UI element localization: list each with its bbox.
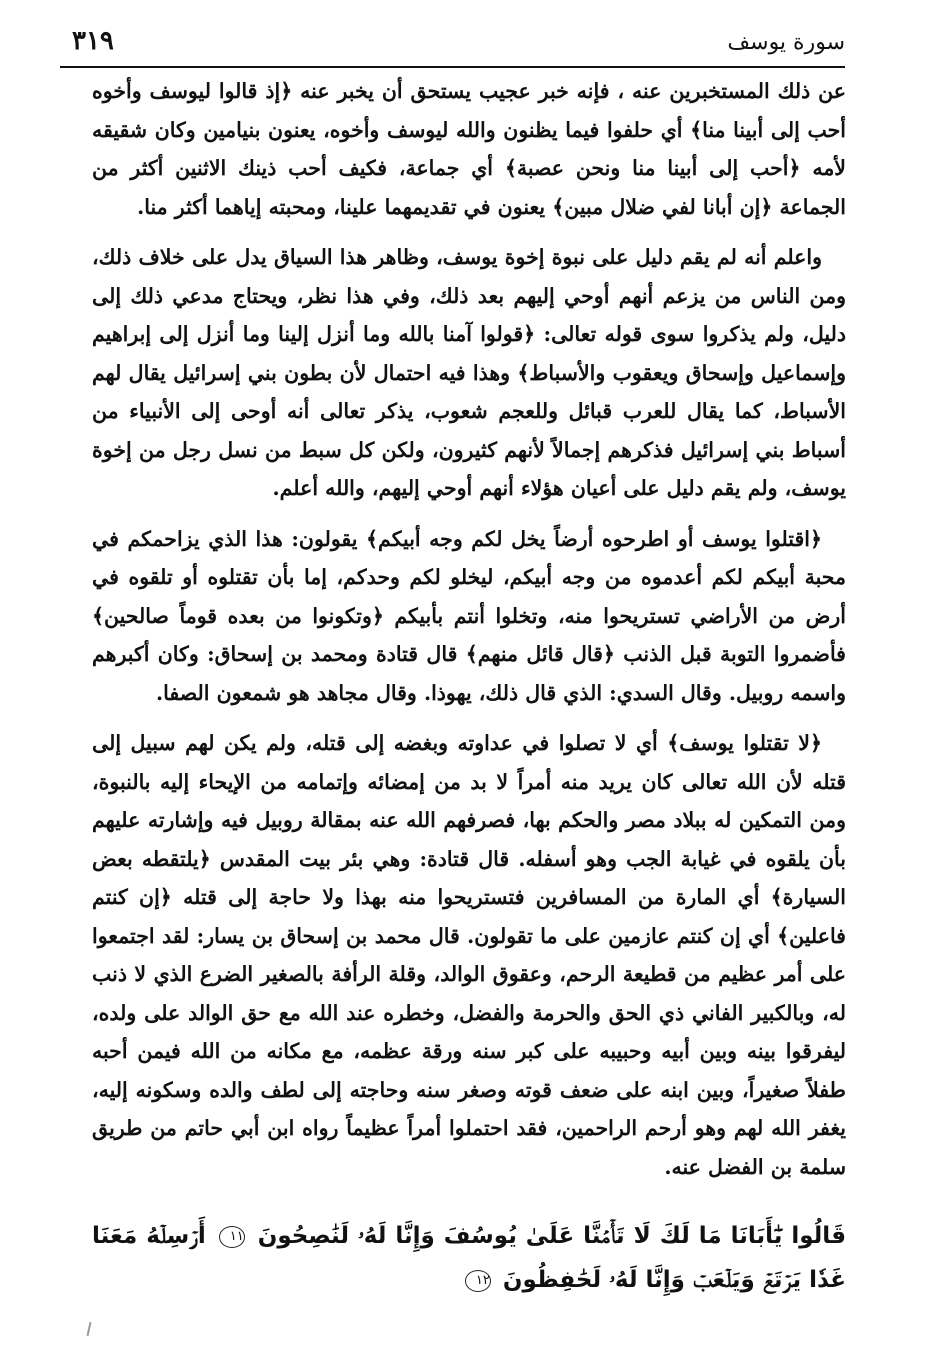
header-divider	[60, 66, 845, 68]
verse-text-11: قَالُوا يَٰٓأَبَانَا مَا لَكَ لَا تَأۡمَ۬نَّا عَلَىٰ يُوسُفَ وَإِنَّا لَهُۥ لَنَٰصِحُونَ	[257, 1223, 847, 1249]
verse-text-12: أَرۡسِلۡهُ مَعَنَا غَدٗا يَرۡتَعۡ وَيَلۡعَبۡ وَإِنَّا لَهُۥ لَحَٰفِظُونَ	[92, 1223, 846, 1293]
tafsir-body	[92, 72, 846, 1186]
scan-mark	[87, 1322, 92, 1336]
paragraph-3: ﴿اقتلوا يوسف أو اطرحوه أرضاً يخل لكم وجه أبيكم﴾ يقولون: هذا الذي يزاحمكم في محبة أبيكم لكم أعدموه من وجه أبيكم، ليخلو لكم وحدكم، إما بأن تقتلوه أو تلقوه في أرض من الأراضي تستريحوا منه، وتخلوا أنتم بأبيكم ﴿وتكونوا من بعده قوماً صالحين﴾ فأضمروا التوبة قبل الذنب ﴿قال قائل منهم﴾ قال قتادة ومحمد بن إسحاق: وكان أكبرهم واسمه روبيل. وقال السدي: الذي قال ذلك، يهوذا. وقال مجاهد هو شمعون الصفا.	[92, 526, 846, 705]
surah-title: سورة يوسف	[727, 30, 845, 55]
page-number: ٣١٩	[72, 26, 114, 56]
ayah-number-11: ١١	[219, 1226, 245, 1248]
quran-verse-block	[92, 1214, 846, 1302]
paragraph-2: واعلم أنه لم يقم دليل على نبوة إخوة يوسف، وظاهر هذا السياق يدل على خلاف ذلك، ومن الناس من يزعم أنهم أوحي إليهم بعد ذلك، وفي هذا نظر، ويحتاج مدعي ذلك إلى دليل، ولم يذكروا سوى قوله تعالى: ﴿قولوا آمنا بالله وما أنزل إلينا وما أنزل إلى إبراهيم وإسماعيل وإسحاق ويعقوب والأسباط﴾ وهذا فيه احتمال لأن بطون بني إسرائيل يقال لهم الأسباط، كما يقال للعرب قبائل وللعجم شعوب، يذكر تعالى أنه أوحى إلى الأنبياء من أسباط بني إسرائيل فذكرهم إجمالاً لأنهم كثيرون، ولكن كل سبط من نسل رجل من إخوة يوسف، ولم يقم دليل على أعيان هؤلاء أنهم أوحي إليهم، والله أعلم.	[92, 245, 846, 500]
ayah-number-12: ١٢	[465, 1270, 491, 1292]
paragraph-1: عن ذلك المستخبرين عنه ، فإنه خبر عجيب يستحق أن يخبر عنه ﴿إذ قالوا ليوسف وأخوه أحب إلى أبينا منا﴾ أي حلفوا فيما يظنون والله ليوسف وأخوه، يعنون بنيامين وكان شقيقه لأمه ﴿أحب إلى أبينا منا ونحن عصبة﴾ أي جماعة، فكيف أحب ذينك الاثنين أكثر من الجماعة ﴿إن أبانا لفي ضلال مبين﴾ يعنون في تقديمهما علينا، ومحبته إياهما أكثر منا.	[92, 79, 846, 219]
paragraph-4: ﴿لا تقتلوا يوسف﴾ أي لا تصلوا في عداوته وبغضه إلى قتله، ولم يكن لهم سبيل إلى قتله لأن الله تعالى كان يريد منه أمراً لا بد من إمضائه وإتمامه من الإيحاء إليه بالنبوة، ومن التمكين له ببلاد مصر والحكم بها، فصرفهم الله عنه بمقالة روبيل فيه وإشارته عليهم بأن يلقوه في غيابة الجب وهو أسفله. قال قتادة: وهي بئر بيت المقدس ﴿يلتقطه بعض السيارة﴾ أي المارة من المسافرين فتستريحوا منه بهذا ولا حاجة إلى قتله ﴿إن كنتم فاعلين﴾ أي إن كنتم عازمين على ما تقولون. قال محمد بن إسحاق بن يسار: لقد اجتمعوا على أمر عظيم من قطيعة الرحم، وعقوق الوالد، وقلة الرأفة بالصغير الضرع الذي لا ذنب له، وبالكبير الفاني ذي الحق والحرمة والفضل، وخطره عند الله مع حق الوالد على ولده، ليفرقوا بينه وبين أبيه وحبيبه على كبر سنه ورقة عظمه، مع مكانه من الله فيمن أحبه طفلاً صغيراً، وبين ابنه على ضعف قوته وصغر سنه وحاجته إلى لطف والده وسكونه إليه، يغفر الله لهم وهو أرحم الراحمين، فقد احتملوا أمراً عظيماً رواه ابن أبي حاتم من طريق سلمة بن الفضل عنه.	[92, 731, 846, 1179]
page-header	[60, 26, 845, 62]
